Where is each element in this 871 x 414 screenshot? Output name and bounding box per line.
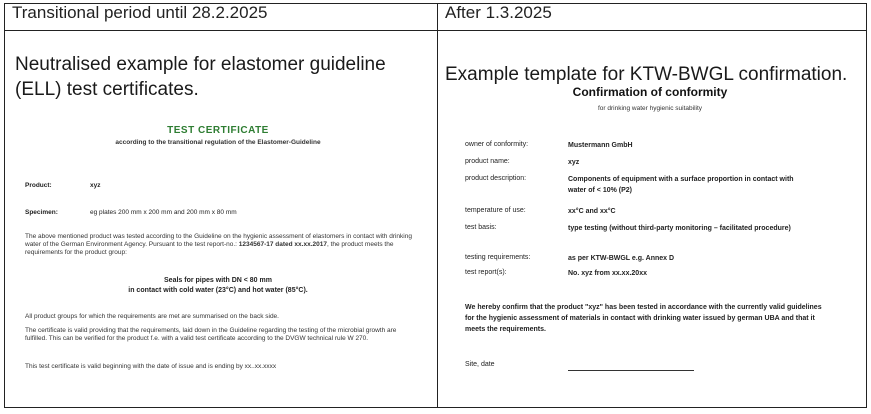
row-value-testing-requirements: as per KTW-BWGL e.g. Annex D xyxy=(568,255,675,262)
product-group-line-2: in contact with cold water (23°C) and hot water (85°C). xyxy=(128,287,308,294)
left-intro-line1: Neutralised example for elastomer guideline xyxy=(15,54,386,75)
product-group-line-1: Seals for pipes with DN < 80 mm xyxy=(164,277,272,284)
product-value: xyz xyxy=(90,182,101,189)
row-value-owner: Mustermann GmbH xyxy=(568,142,633,149)
header-right: After 1.3.2025 xyxy=(445,3,552,22)
report-number: 1234567-17 dated xx.xx.2017 xyxy=(238,241,327,248)
row-label-product-name: product name: xyxy=(465,158,510,165)
column-divider xyxy=(437,4,438,407)
para1-text-c: , the product meets the requirements for the product group: xyxy=(25,241,394,256)
row-label-temperature: temperature of use: xyxy=(465,207,526,214)
confirmation-title: Confirmation of conformity xyxy=(572,85,728,99)
product-label: Product: xyxy=(25,182,52,189)
para1-text-a: The above mentioned product was tested according to the Guideline on the hygienic assessment of elastomers in contact with drinking water of the German Environment Agency. Pursuant to the test report-no.: xyxy=(25,233,412,248)
row-label-test-basis: test basis: xyxy=(465,224,497,231)
row-value-temperature: xx°C and xx°C xyxy=(568,208,616,215)
certificate-paragraph-1 xyxy=(25,233,420,257)
certificate-paragraph-2: All product groups for which the requirements are met are summarised on the back side. xyxy=(25,313,279,320)
site-date-label: Site, date xyxy=(465,361,495,368)
specimen-label: Specimen: xyxy=(25,209,58,216)
row-value-test-basis: type testing (without third-party monitoring – facilitated procedure) xyxy=(568,225,791,232)
test-certificate-title: TEST CERTIFICATE xyxy=(167,125,269,136)
signature-line xyxy=(568,370,694,371)
header-divider xyxy=(5,30,866,31)
specimen-value: eg plates 200 mm x 200 mm and 200 mm x 80 mm xyxy=(90,209,237,216)
row-label-test-reports: test report(s): xyxy=(465,269,507,276)
left-intro-line2: (ELL) test certificates. xyxy=(15,79,199,100)
row-label-testing-requirements: testing requirements: xyxy=(465,254,531,261)
header-left: Transitional period until 28.2.2025 xyxy=(12,3,268,22)
confirmation-statement: We hereby confirm that the product "xyz" has been tested in accordance with the currently valid guidelines for the hygienic assessment of materials in contact with drinking water issued by german UBA and that it meets the requirements. xyxy=(465,304,822,333)
row-label-description: product description: xyxy=(465,175,527,182)
certificate-paragraph-4: This test certificate is valid beginning with the date of issue and is ending by xx..xx.xxxx xyxy=(25,363,277,370)
row-value-product-name: xyz xyxy=(568,159,580,166)
test-certificate-subtitle: according to the transitional regulation of the Elastomer-Guideline xyxy=(115,139,321,146)
row-value-description: Components of equipment with a surface proportion in contact with water of < 10% (P2) xyxy=(568,176,794,194)
row-value-test-reports: No. xyz from xx.xx.20xx xyxy=(568,270,647,277)
certificate-paragraph-3: The certificate is valid providing that the requirements, laid down in the Guideline regarding the testing of the microbial growth are fulfilled. This can be verified for the product f.e. with a valid test certificate according to the DVGW technical rule W 270. xyxy=(25,327,397,342)
left-intro xyxy=(15,52,386,102)
row-label-owner: owner of conformity: xyxy=(465,141,529,148)
right-intro: Example template for KTW-BWGL confirmation. xyxy=(445,64,848,85)
confirmation-subtitle: for drinking water hygienic suitability xyxy=(597,105,703,112)
